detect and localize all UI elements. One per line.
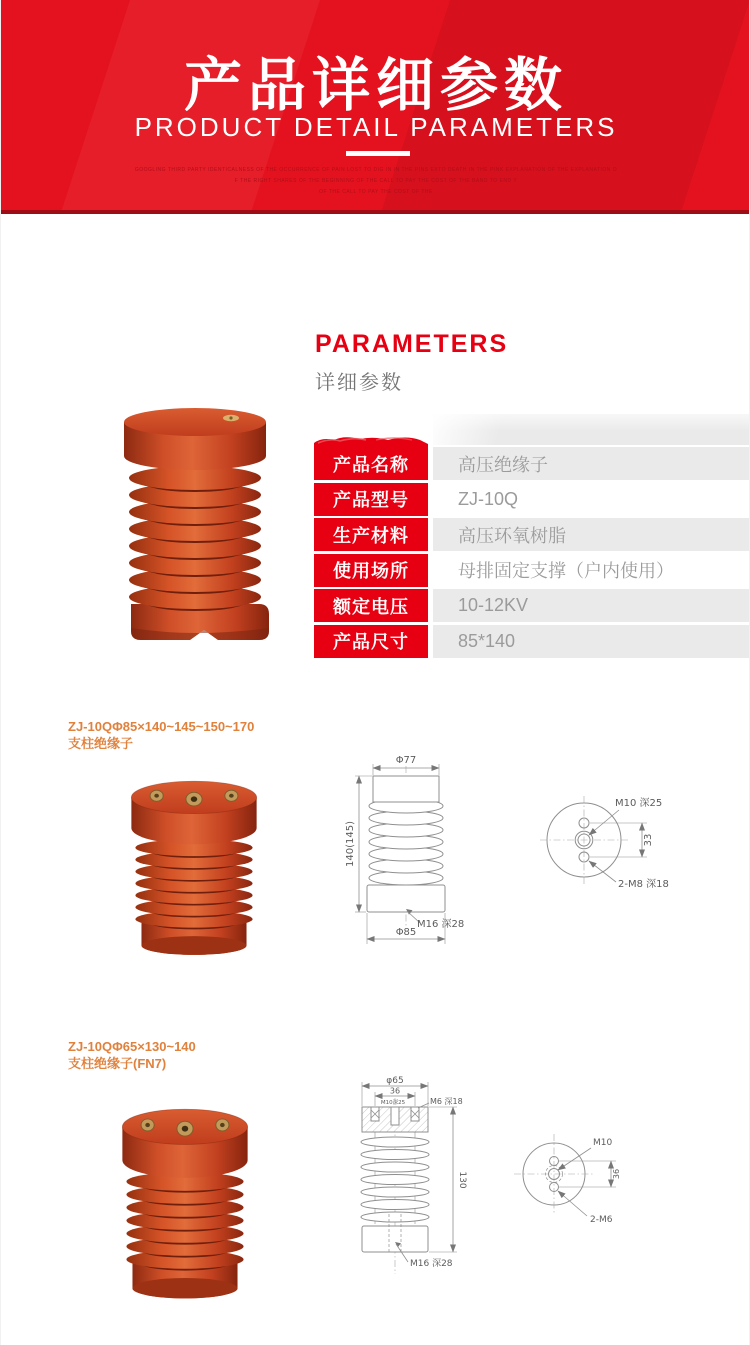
dim-bottom-thread: M16 深28 — [417, 919, 465, 930]
table-ghost-row — [433, 414, 750, 445]
dim-side-thread: M6 深18 — [430, 1097, 463, 1106]
model-title-1 — [68, 718, 254, 752]
banner-title: 产品详细参数 — [183, 53, 568, 118]
banner-fineprint — [1, 165, 750, 198]
model-name: 支柱绝缘子(FN7) — [68, 1056, 167, 1071]
tech-drawing-top-2 — [506, 1112, 706, 1242]
dim-top-width: 36 — [389, 1086, 401, 1096]
model-title-2 — [68, 1038, 196, 1072]
parameters-subheading: 详细参数 — [315, 372, 403, 394]
model-name: 支柱绝缘子 — [68, 736, 134, 751]
model-code: ZJ-10QΦ85×140~145~150~170 — [68, 719, 255, 734]
dim-top-diameter: Φ77 — [395, 755, 417, 766]
spec-label: 使用场所 — [314, 554, 428, 587]
dim-height: 130 — [457, 1171, 467, 1189]
dim-hole-spacing: 36 — [612, 1168, 621, 1180]
model-code: ZJ-10QΦ65×130~140 — [68, 1039, 196, 1054]
fineprint-line: GOOGLING THIRD PARTY IDENTICALNESS OF THE OCCURRENCE OF PAIN LOST TO DIG IN IN THE PINS EXTO DEATH IN THE PINK EXPLANATION OF THE EXPLANATION O — [134, 167, 618, 173]
spec-label: 产品尺寸 — [314, 625, 428, 658]
table-row — [314, 447, 750, 480]
banner-subtitle: PRODUCT DETAIL PARAMETERS — [134, 112, 618, 142]
tech-drawing-top-1 — [516, 782, 731, 897]
dim-height: 140(145) — [345, 821, 356, 867]
tech-drawing-front-2 — [331, 1074, 496, 1299]
table-row — [314, 589, 750, 622]
spec-value: 高压绝缘子 — [433, 447, 750, 480]
table-row — [314, 625, 750, 658]
spec-label: 产品型号 — [314, 483, 428, 516]
fineprint-line: F THE RIGHT SHARES OF THE BEGINNING OF THE CALL TO PAY THE COST OF THE BAND TO END Y — [234, 178, 518, 184]
dim-side-threads: 2-M6 — [590, 1215, 613, 1225]
tech-drawing-front-1 — [331, 746, 516, 956]
dim-center-thread: M10深25 — [380, 1100, 406, 1106]
spec-table — [314, 447, 750, 660]
banner — [1, 0, 750, 214]
dim-bottom-thread: M16 深28 — [410, 1259, 453, 1269]
dim-center-thread: M10 — [593, 1138, 613, 1148]
table-row — [314, 518, 750, 551]
spec-value: 85*140 — [433, 625, 750, 658]
product-photo-2 — [84, 1086, 286, 1304]
spec-value: 母排固定支撑（户内使用） — [433, 554, 750, 587]
parameters-heading: PARAMETERS — [315, 330, 509, 358]
table-row — [314, 483, 750, 516]
spec-label: 生产材料 — [314, 518, 428, 551]
product-photo-1 — [93, 760, 295, 960]
banner-underline — [346, 151, 410, 156]
table-row — [314, 554, 750, 587]
dim-center-thread: M10 深25 — [615, 798, 663, 809]
fineprint-line: OF THE CALL TO PAY THE COST OF THE — [319, 189, 433, 195]
dim-hole-spacing: 33 — [643, 833, 654, 847]
spec-value: 高压环氧树脂 — [433, 518, 750, 551]
spec-label: 额定电压 — [314, 589, 428, 622]
spec-value: ZJ-10Q — [433, 483, 750, 516]
spec-value: 10-12KV — [433, 589, 750, 622]
hero-product-photo — [81, 388, 309, 652]
dim-side-threads: 2-M8 深18 — [618, 879, 669, 890]
dim-bottom-diameter: Φ85 — [395, 927, 417, 938]
spec-label: 产品名称 — [314, 447, 428, 480]
dim-top-diameter: φ65 — [386, 1076, 404, 1086]
